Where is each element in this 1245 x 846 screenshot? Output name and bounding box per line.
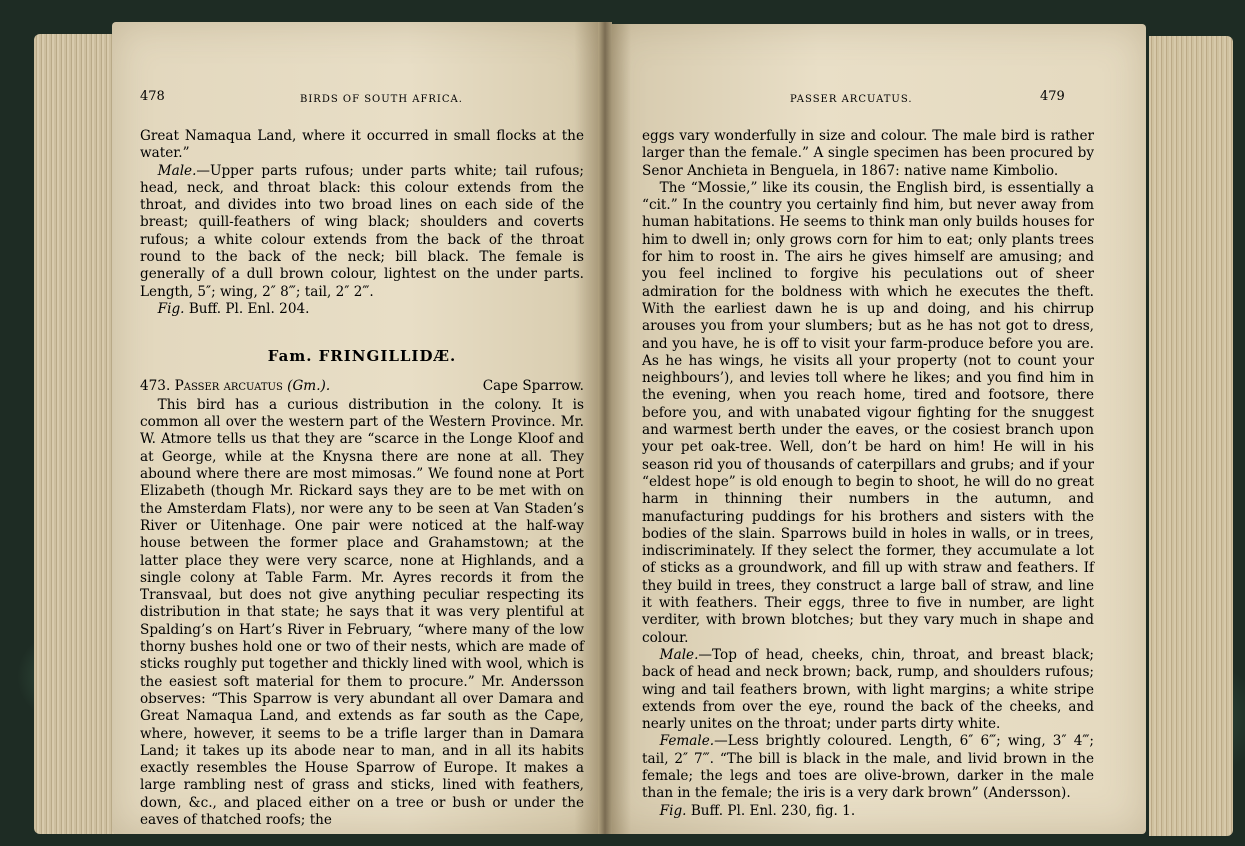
left-page-text — [140, 128, 584, 829]
left-figure-ref — [140, 301, 584, 318]
species-title — [140, 378, 330, 395]
fig-label: Fig. — [659, 802, 687, 819]
right-para-2: The “Mossie,” like its cousin, the English bird, is essentially a “cit.” In the country you certainly find him, but never away from human habitations. He seems to think man only builds houses for him to dwell in; only grows corn for him to eat; only plants trees for him to roost in. The airs he gives himself are amusing; and you feel inclined to forgive his peculations out of sheer admiration for the boldness with which he executes the theft. With the earliest dawn he is up and doing, and his chirrup arouses you from your slumbers; but as he has not got to dress, and you have, he is off to visit your farm-produce before you are. As he has wings, he visits all your property (not to count your neighbours’), and levies toll where he likes; and you find him in the evening, when you reach home, tired and footsore, there before you, and with unabated vigour fighting for the snuggest and warmest berth under the eaves, or the cosiest branch upon your pet oak-tree. Well, don’t be hard on him! He will in his season rid you of thousands of caterpillars and grubs; and if your “eldest hope” is old enough to begin to shoot, he will do no great harm in thinning their numbers in the autumn, and manufacturing puddings for his brothers and sisters with the bodies of the slain. Sparrows build in holes in walls, or in trees, indiscriminately. If they select the former, they accumulate a lot of sticks as a groundwork, and fill up with straw and feathers. If they build in trees, they construct a large ball of straw, and line it with feathers. Their eggs, three to five in number, are light verditer, with brown blotches; but they vary much in shape and colour. — [642, 179, 1094, 646]
fig-label: Fig. — [157, 300, 185, 317]
left-body: This bird has a curious distribution in the colony. It is common all over the western part of the Western Province. Mr. W. Atmore tells us that they are “scarce in the Longe Kloof and at George, while at the Knysna there are none at all. They abound where there are most mimosas.” We found none at Port Elizabeth (though Mr. Rickard says they are to be met with on the Amsterdam Flats), nor were any to be seen at Van Staden’s River or Uitenhage. One pair were noticed at the half-way house between the former place and Grahamstown; at the latter place they were very scarce, none at Highlands, and a single colony at Table Farm. Mr. Ayres records it from the Transvaal, but does not give anything peculiar respecting its distribution in that state; he says that it was very plentiful at Spalding’s on Hart’s River in February, “where many of the low thorny bushes hold one or two of their nests, which are made of sticks roughly put together and thickly lined with wool, which is the easiest soft material for them to procure.” Mr. Andersson observes: “This Sparrow is very abundant all over Damara and Great Namaqua Land, and extends as far south as the Cape, where, however, it seems to be a trifle larger than in Damara Land; it takes up its abode near to man, and in all its habits exactly resembles the House Sparrow of Europe. It makes a large rambling nest of grass and sticks, lined with feathers, down, &c., and placed either on a tree or bush or under the eaves of thatched roofs; the — [140, 396, 584, 828]
right-page-edges — [1149, 36, 1233, 836]
right-female-description — [642, 733, 1094, 802]
right-running-head: PASSER ARCUATUS. — [790, 94, 913, 105]
male-text: —Top of head, cheeks, chin, throat, and breast black; back of head and neck brown; back, rump, and shoulders rufous; wing and tail feathers brown, with light margins; a white stripe extends from over the eye, round the back of the cheeks, and nearly unites on the throat; under parts dirty white. — [642, 646, 1094, 733]
right-para-1: eggs vary wonderfully in size and colour. The male bird is rather larger than the female.” A single specimen has been procured by Senor Anchieta in Benguela, in 1867: native name Kimbolio. — [642, 128, 1094, 179]
species-name: Passer arcuatus — [174, 377, 283, 394]
species-number: 473. — [140, 377, 171, 394]
right-figure-ref — [642, 803, 1094, 820]
species-common-name: Cape Sparrow. — [482, 377, 584, 394]
fig-text: Buff. Pl. Enl. 230, fig. 1. — [690, 802, 856, 819]
right-male-description — [642, 647, 1094, 733]
right-folio: 479 — [1040, 89, 1065, 104]
left-folio: 478 — [140, 89, 165, 104]
left-running-head: BIRDS OF SOUTH AFRICA. — [300, 94, 463, 105]
female-label: Female. — [659, 733, 715, 750]
family-heading: Fam. FRINGILLIDÆ. — [267, 347, 457, 366]
left-page-edges — [34, 34, 120, 834]
left-para-1: Great Namaqua Land, where it occurred in small flocks at the water.” — [140, 128, 584, 162]
right-page-text — [642, 128, 1094, 820]
species-line — [140, 378, 584, 395]
female-text: —Less brightly coloured. Length, 6″ 6‴; wing, 3″ 4‴; tail, 2″ 7‴. “The bill is black in the male, and livid brown in the female; the legs and toes are olive-brown, darker in the male than in the female; the iris is a very dark brown” (Andersson). — [642, 733, 1094, 802]
male-text: —Upper parts rufous; under parts white; tail rufous; head, neck, and throat black: this colour extends from the throat, and divides into two broad lines on each side of the breast; quill-feathers of wing black; shoulders and coverts rufous; a white colour extends from the back of the throat round to the back of the neck; bill black. The female is generally of a dull brown colour, lightest on the under parts. Length, 5″; wing, 2″ 8‴; tail, 2″ 2‴. — [140, 162, 584, 300]
left-male-description — [140, 163, 584, 301]
fig-text: Buff. Pl. Enl. 204. — [188, 300, 310, 317]
book-gutter — [598, 22, 612, 834]
species-author: (Gm.). — [287, 377, 331, 394]
male-label: Male. — [157, 162, 197, 179]
male-label: Male. — [659, 646, 699, 663]
